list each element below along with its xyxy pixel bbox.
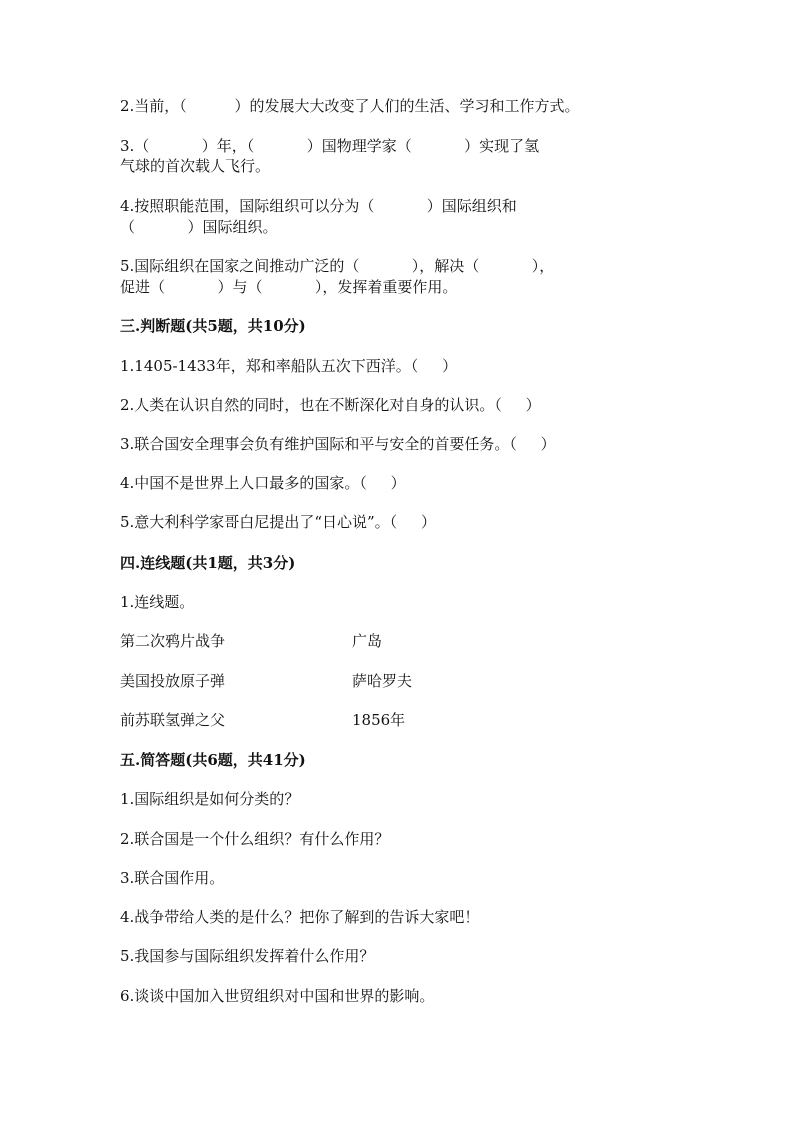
matching-left-item-1: 第二次鸦片战争 [120,632,226,650]
fill-in-question-5-line-2: 促进（ ）与（ ），发挥着重要作用。 [120,278,458,296]
judgment-item-5: 5.意大利科学家哥白尼提出了“日心说”。（ ） [120,513,436,531]
short-answer-item-5: 5.我国参与国际组织发挥着什么作用？ [120,947,375,965]
matching-left-item-2: 美国投放原子弹 [120,672,226,690]
judgment-section-heading: 三.判断题(共5题，共10分) [120,317,306,335]
fill-in-question-3-line-1: 3.（ ）年，（ ）国物理学家（ ）实现了氢 [120,137,540,155]
short-answer-item-6: 6.谈谈中国加入世贸组织对中国和世界的影响。 [120,987,435,1005]
short-answer-item-2: 2.联合国是一个什么组织？有什么作用？ [120,830,390,848]
judgment-item-2: 2.人类在认识自然的同时，也在不断深化对自身的认识。（ ） [120,396,541,414]
short-answer-section-heading: 五.简答题(共6题，共41分) [120,751,306,769]
fill-in-question-5-line-1: 5.国际组织在国家之间推动广泛的（ ），解决（ ）， [120,257,555,275]
matching-right-item-1: 广岛 [352,632,383,650]
matching-section-heading: 四.连线题(共1题，共3分) [120,554,296,572]
matching-question: 1.连线题。 [120,593,195,611]
short-answer-item-1: 1.国际组织是如何分类的？ [120,790,300,808]
short-answer-item-3: 3.联合国作用。 [120,869,225,887]
fill-in-question-2: 2.当前，（ ）的发展大大改变了人们的生活、学习和工作方式。 [120,97,580,115]
judgment-item-3: 3.联合国安全理事会负有维护国际和平与安全的首要任务。（ ） [120,435,556,453]
judgment-item-4: 4.中国不是世界上人口最多的国家。（ ） [120,474,406,492]
matching-right-item-3: 1856年 [352,711,406,729]
matching-left-item-3: 前苏联氢弹之父 [120,711,226,729]
matching-right-item-2: 萨哈罗夫 [352,672,413,690]
fill-in-question-4-line-2: （ ）国际组织。 [120,218,278,236]
judgment-item-1: 1.1405-1433年，郑和率船队五次下西洋。（ ） [120,357,458,375]
short-answer-item-4: 4.战争带给人类的是什么？把你了解到的告诉大家吧！ [120,908,480,926]
fill-in-question-4-line-1: 4.按照职能范围，国际组织可以分为（ ）国际组织和 [120,197,517,215]
fill-in-question-3-line-2: 气球的首次载人飞行。 [120,157,271,175]
